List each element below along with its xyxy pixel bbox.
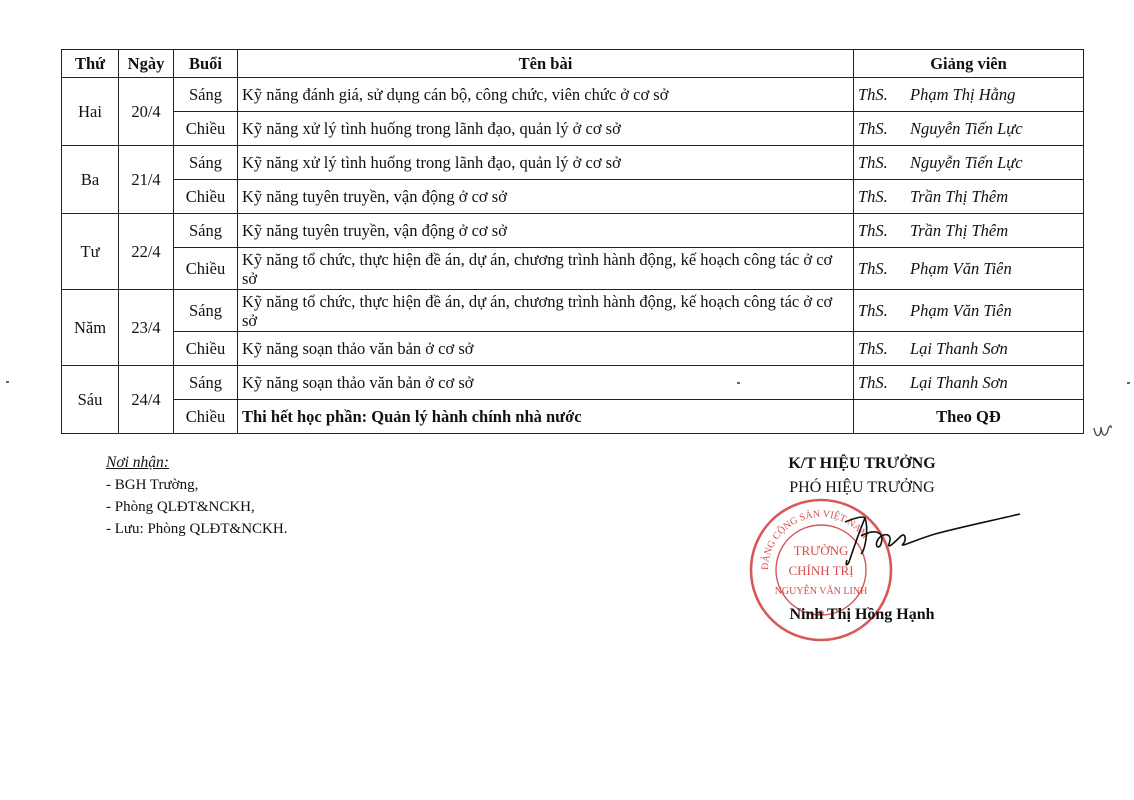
session-cell: Chiều [174, 400, 238, 434]
table-row [62, 112, 1084, 146]
table-row [62, 248, 1084, 290]
topic-cell: Kỹ năng tổ chức, thực hiện đề án, dự án, chương trình hành động, kế hoạch công tác ở cơ sở [238, 248, 854, 290]
topic-cell: Kỹ năng đánh giá, sử dụng cán bộ, công chức, viên chức ở cơ sở [238, 78, 854, 112]
lecturer-name: Phạm Văn Tiên [910, 301, 1012, 320]
header-day: Thứ [62, 50, 119, 78]
table-row [62, 180, 1084, 214]
lecturer-cell [854, 112, 1084, 146]
lecturer-degree: ThS. [858, 85, 888, 104]
lecturer-name: Phạm Văn Tiên [910, 259, 1012, 278]
seal-outer-text: ĐẢNG CỘNG SẢN VIỆT NAM [759, 508, 871, 571]
day-cell: Ba [62, 146, 119, 214]
recipient-item: - BGH Trường, [106, 477, 199, 493]
recipient-item: - Phòng QLĐT&NCKH, [106, 499, 255, 515]
lecturer-degree: ThS. [858, 301, 888, 320]
lecturer-degree: ThS. [858, 259, 888, 278]
recipients-title: Nơi nhận: [106, 454, 169, 471]
handwritten-signature [835, 510, 1025, 570]
lecturer-degree: ThS. [858, 339, 888, 358]
lecturer-cell [854, 214, 1084, 248]
topic-cell: Kỹ năng tổ chức, thực hiện đề án, dự án, chương trình hành động, kế hoạch công tác ở cơ sở [238, 290, 854, 332]
day-cell: Sáu [62, 366, 119, 434]
session-cell: Chiều [174, 332, 238, 366]
table-row [62, 400, 1084, 434]
topic-cell: Kỹ năng xử lý tình huống trong lãnh đạo, quản lý ở cơ sở [238, 112, 854, 146]
lecturer-name: Nguyễn Tiến Lực [910, 153, 1023, 172]
lecturer-cell [854, 146, 1084, 180]
exam-lecturer-cell: Theo QĐ [854, 400, 1084, 434]
date-cell: 24/4 [119, 366, 174, 434]
day-cell: Hai [62, 78, 119, 146]
session-cell: Sáng [174, 366, 238, 400]
date-cell: 20/4 [119, 78, 174, 146]
schedule-table [61, 49, 1084, 434]
lecturer-name: Lại Thanh Sơn [910, 339, 1008, 358]
day-cell: Tư [62, 214, 119, 290]
scan-speck [6, 381, 9, 383]
session-cell: Sáng [174, 146, 238, 180]
recipients-block [106, 452, 287, 540]
signer-name: Ninh Thị Hồng Hạnh [789, 606, 935, 623]
lecturer-cell [854, 366, 1084, 400]
session-cell: Sáng [174, 214, 238, 248]
seal-line-2: CHÍNH TRỊ [788, 563, 854, 578]
exam-topic-cell: Thi hết học phần: Quản lý hành chính nhà nước [238, 400, 854, 434]
seal-line-1: TRƯỜNG [793, 543, 849, 558]
signature-block [742, 452, 982, 500]
date-cell: 21/4 [119, 146, 174, 214]
day-cell: Năm [62, 290, 119, 366]
table-row [62, 146, 1084, 180]
lecturer-cell [854, 290, 1084, 332]
signature-position: PHÓ HIỆU TRƯỞNG [789, 479, 935, 496]
table-row [62, 332, 1084, 366]
lecturer-name: Phạm Thị Hằng [910, 85, 1016, 104]
lecturer-degree: ThS. [858, 221, 888, 240]
table-row [62, 290, 1084, 332]
lecturer-cell [854, 78, 1084, 112]
topic-cell: Kỹ năng soạn thảo văn bản ở cơ sở [238, 332, 854, 366]
topic-cell: Kỹ năng xử lý tình huống trong lãnh đạo, quản lý ở cơ sở [238, 146, 854, 180]
lecturer-cell [854, 332, 1084, 366]
date-cell: 22/4 [119, 214, 174, 290]
lecturer-name: Nguyễn Tiến Lực [910, 119, 1023, 138]
lecturer-degree: ThS. [858, 119, 888, 138]
session-cell: Sáng [174, 78, 238, 112]
scan-speck [1127, 382, 1130, 384]
handwritten-margin-mark [1092, 422, 1114, 442]
table-row [62, 214, 1084, 248]
topic-cell: Kỹ năng tuyên truyền, vận động ở cơ sở [238, 180, 854, 214]
signature-authority: K/T HIỆU TRƯỞNG [788, 455, 936, 472]
header-date: Ngày [119, 50, 174, 78]
session-cell: Chiều [174, 180, 238, 214]
lecturer-cell [854, 180, 1084, 214]
session-cell: Chiều [174, 112, 238, 146]
lecturer-name: Lại Thanh Sơn [910, 373, 1008, 392]
header-lecturer: Giảng viên [854, 50, 1084, 78]
scan-speck [737, 382, 740, 384]
table-row [62, 78, 1084, 112]
recipient-item: - Lưu: Phòng QLĐT&NCKH. [106, 521, 288, 537]
table-row [62, 366, 1084, 400]
seal-line-3: NGUYỄN VĂN LINH [774, 586, 868, 597]
table-header-row [62, 50, 1084, 78]
lecturer-degree: ThS. [858, 373, 888, 392]
lecturer-name: Trần Thị Thêm [910, 187, 1009, 206]
topic-cell: Kỹ năng soạn thảo văn bản ở cơ sở [238, 366, 854, 400]
header-session: Buổi [174, 50, 238, 78]
date-cell: 23/4 [119, 290, 174, 366]
session-cell: Chiều [174, 248, 238, 290]
lecturer-degree: ThS. [858, 187, 888, 206]
lecturer-degree: ThS. [858, 153, 888, 172]
session-cell: Sáng [174, 290, 238, 332]
lecturer-name: Trần Thị Thêm [910, 221, 1009, 240]
topic-cell: Kỹ năng tuyên truyền, vận động ở cơ sở [238, 214, 854, 248]
lecturer-cell [854, 248, 1084, 290]
header-topic: Tên bài [238, 50, 854, 78]
